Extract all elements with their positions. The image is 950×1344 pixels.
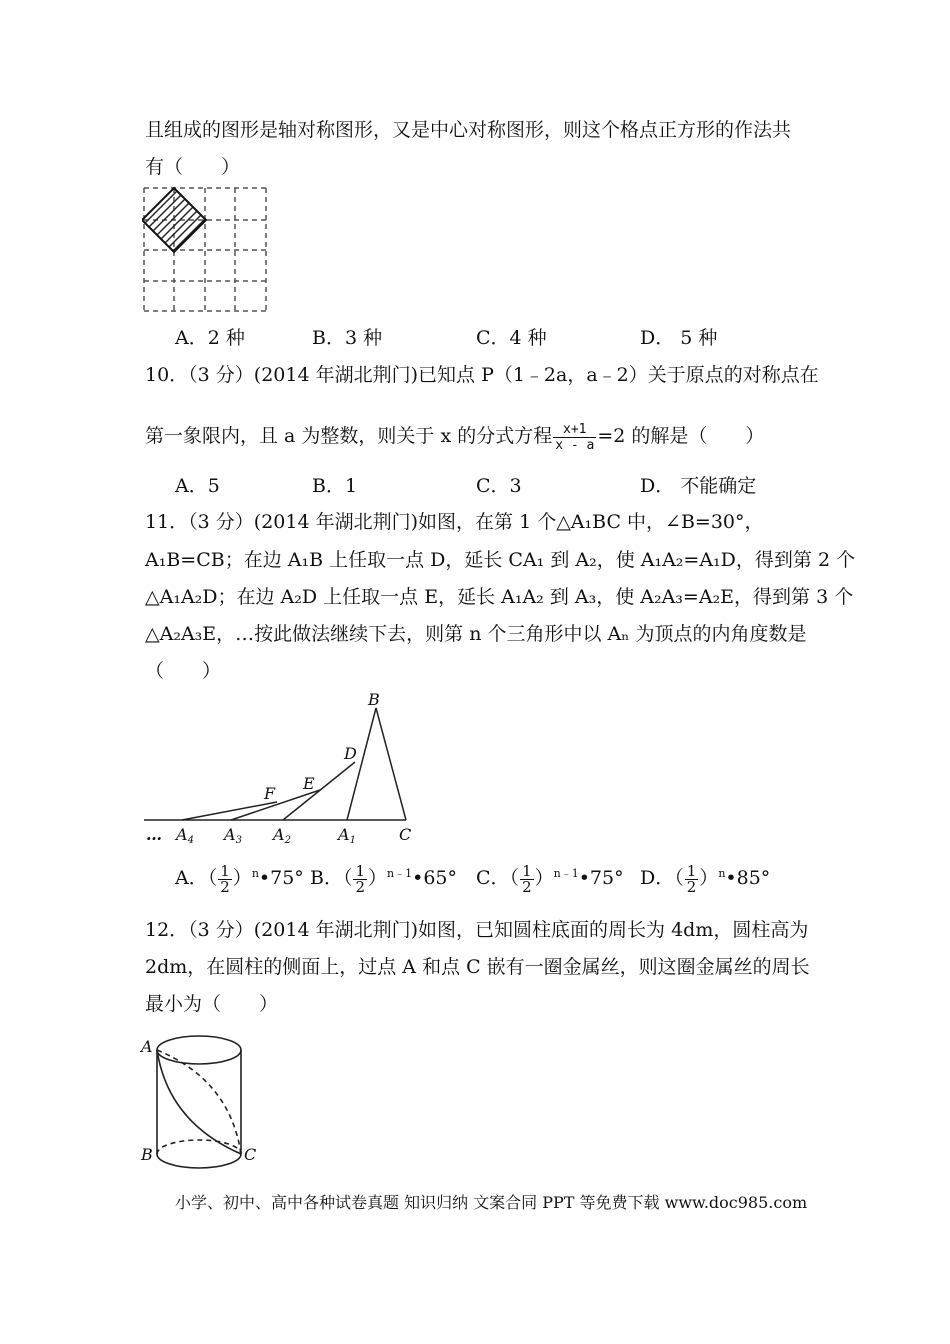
q10-text-line-2 — [145, 416, 764, 456]
bottom-front-arc — [157, 1154, 241, 1168]
label-a: A — [141, 1037, 153, 1056]
q11-option-b: B．（ $\frac{1}{2}$ ）$^{n﹣1}$•65° — [310, 861, 458, 896]
label-f: F — [264, 784, 276, 803]
q11-text-line-2: A₁B=CB；在边 A₁B 上任取一点 D，延长 CA₁ 到 A₂，使 A₁A₂=A₁D，得到第 2 个 — [145, 549, 856, 571]
label-b: B — [141, 1145, 153, 1164]
q9-text-line-1: 且组成的图形是轴对称图形，又是中心对称图形，则这个格点正方形的作法共 — [145, 119, 792, 141]
q10-option-a: A．5 — [175, 475, 220, 497]
q11-option-d: D．（ $\frac{1}{2}$ ）$^n$•85° — [640, 861, 771, 896]
wire-front — [157, 1050, 241, 1154]
q10-text-line-1: 10．（3 分）(2014 年湖北荆门)已知点 P（1﹣2a，a﹣2）关于原点的对称点在 — [145, 364, 819, 386]
q11-option-c: C．（ $\frac{1}{2}$ ）$^{n﹣1}$•75° — [476, 861, 624, 896]
q9-grid-figure — [142, 186, 268, 314]
q11-triangle-figure — [140, 688, 430, 850]
q9-option-a: A．2 种 — [175, 327, 245, 349]
q12-text-line-1: 12．（3 分）(2014 年湖北荆门)如图，已知圆柱底面的周长为 4dm，圆柱高为 — [145, 919, 809, 941]
label-d: D — [344, 744, 357, 763]
q9-text-line-2: 有（ ） — [145, 156, 241, 178]
segment-a4-f — [182, 802, 277, 820]
q9-option-c: C．4 种 — [476, 327, 547, 349]
label-c: C — [399, 825, 412, 844]
q10-fraction-numerator: x+1 — [553, 422, 596, 438]
q10-option-d: D． 不能确定 — [640, 475, 757, 497]
segment-b-c — [376, 708, 406, 820]
label-dots: … — [146, 825, 162, 844]
label-a4: A4 — [176, 825, 194, 846]
q10-option-c: C．3 — [476, 475, 522, 497]
q12-cylinder-figure — [138, 1030, 268, 1170]
q12-text-line-3: 最小为（ ） — [145, 993, 279, 1015]
q10-fraction — [553, 422, 596, 453]
q11-text-line-1: 11．（3 分）(2014 年湖北荆门)如图，在第 1 个△A₁BC 中，∠B=30°， — [145, 511, 764, 533]
q11-text-line-5: （ ） — [145, 660, 222, 682]
q12-text-line-2: 2dm，在圆柱的侧面上，过点 A 和点 C 嵌有一圈金属丝，则这圈金属丝的周长 — [145, 956, 810, 978]
q11-text-line-4: △A₂A₃E，…按此做法继续下去，则第 n 个三角形中以 Aₙ 为顶点的内角度数是 — [145, 623, 807, 645]
q9-option-b: B．3 种 — [312, 327, 383, 349]
q11-text-line-3: △A₁A₂D；在边 A₂D 上任取一点 E，延长 A₁A₂ 到 A₃，使 A₂A₃=A₂E，得到第 3 个 — [145, 586, 854, 608]
q10-text-post: =2 的解是（ ） — [597, 425, 765, 447]
label-c: C — [244, 1145, 257, 1164]
label-a3: A3 — [224, 825, 242, 846]
q10-option-b: B．1 — [312, 475, 358, 497]
label-b: B — [368, 690, 380, 709]
label-a1: A1 — [338, 825, 356, 846]
q10-text-pre: 第一象限内，且 a 为整数，则关于 x 的分式方程 — [145, 425, 553, 447]
bottom-back-arc — [157, 1140, 241, 1154]
label-e: E — [303, 774, 315, 793]
segment-a3-e — [231, 790, 320, 820]
wire-back — [157, 1050, 241, 1154]
label-a2: A2 — [273, 825, 291, 846]
q11-option-a: A．（ $\frac{1}{2}$ ）$^n$•75° — [175, 861, 304, 896]
page-footer: 小学、初中、高中各种试卷真题 知识归纳 文案合同 PPT 等免费下载 www.doc985.com — [175, 1193, 808, 1212]
q9-option-d: D． 5 种 — [640, 327, 718, 349]
top-ellipse — [157, 1036, 241, 1064]
q10-fraction-denominator: x - a — [555, 437, 595, 453]
